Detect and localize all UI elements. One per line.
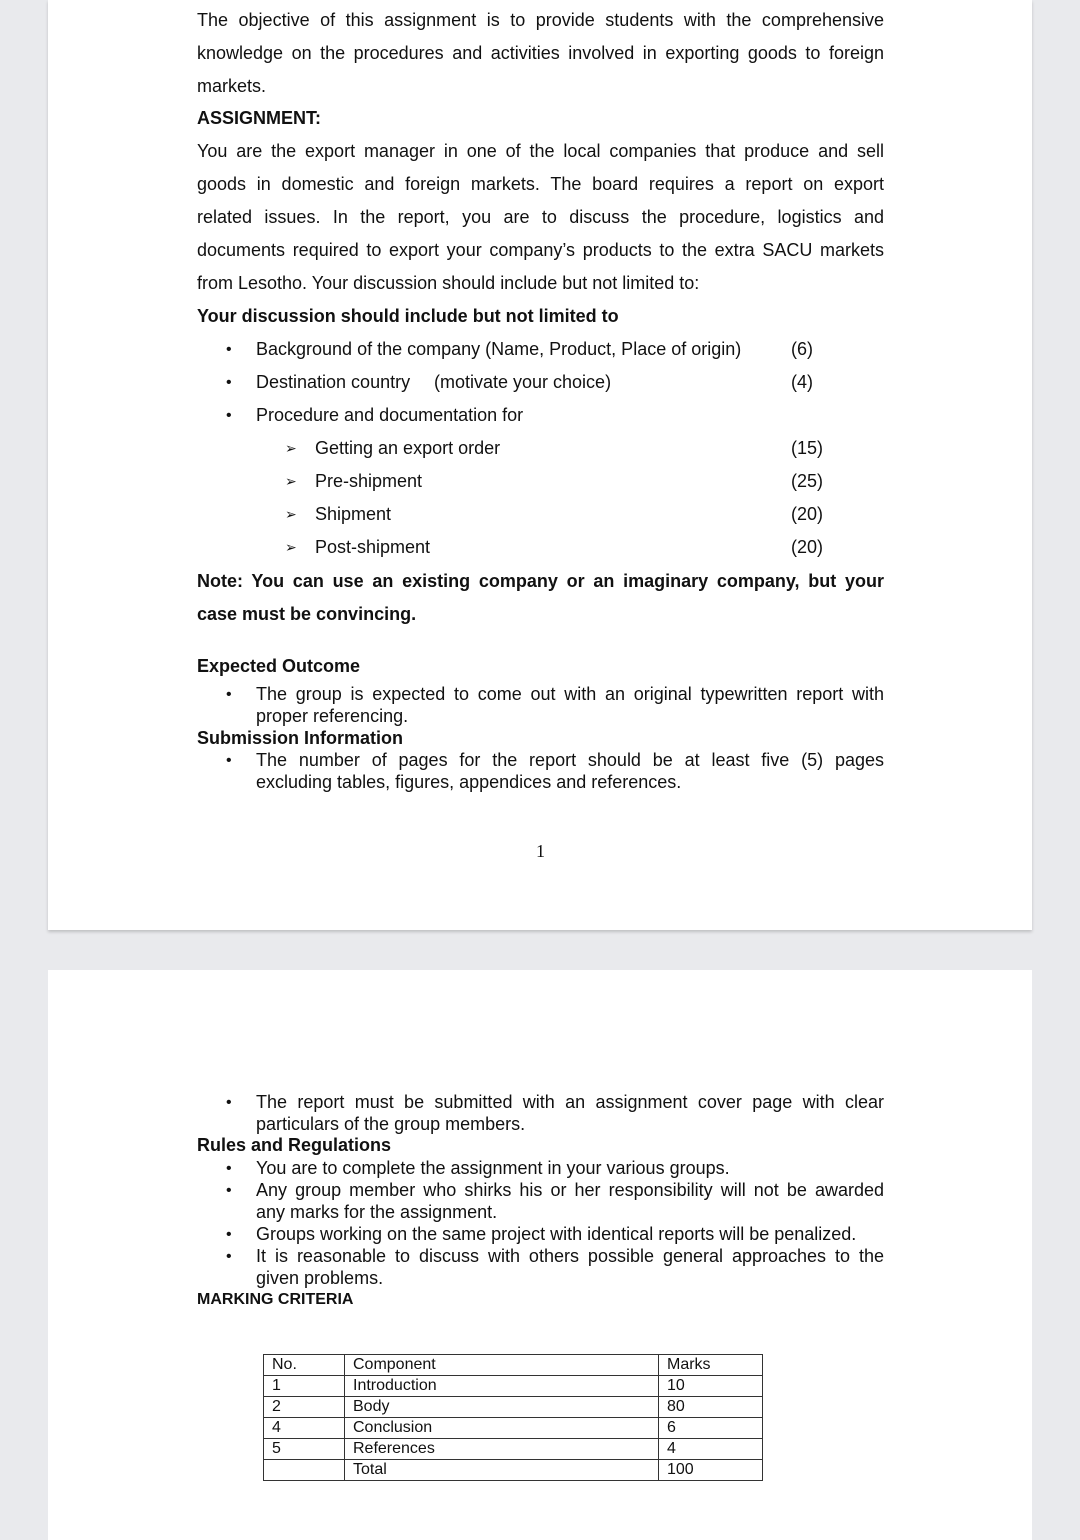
bullet-procedure: Procedure and documentation for <box>256 405 524 425</box>
table-row <box>264 1418 763 1439</box>
assignment-line-2: goods in domestic and foreign markets. The board requires a report on export <box>197 174 884 194</box>
marks-destination: (4) <box>791 372 813 392</box>
table-cell: 5 <box>264 1439 345 1460</box>
table-cell: 10 <box>659 1376 763 1397</box>
bullet-icon: • <box>226 374 232 391</box>
marking-criteria-table <box>263 1354 763 1481</box>
assignment-line-3: related issues. In the report, you are to discuss the procedure, logistics and <box>197 207 884 227</box>
assignment-line-5: from Lesotho. Your discussion should include but not limited to: <box>197 273 700 293</box>
submission-line-1: The number of pages for the report should be at least five (5) pages <box>256 750 884 770</box>
rule-4-line-2: given problems. <box>256 1268 384 1288</box>
table-cell: 100 <box>659 1460 763 1481</box>
bullet-icon: • <box>226 1226 232 1243</box>
table-row <box>264 1397 763 1418</box>
sub-item-shipment: Shipment <box>315 504 392 524</box>
rule-4-line-1: It is reasonable to discuss with others possible general approaches to the <box>256 1246 884 1266</box>
table-cell: Conclusion <box>345 1418 659 1439</box>
marks-background: (6) <box>791 339 813 359</box>
arrow-bullet-icon: ➢ <box>285 539 297 555</box>
bullet-destination-note: (motivate your choice) <box>434 372 612 392</box>
cover-line-1: The report must be submitted with an assignment cover page with clear <box>256 1092 884 1112</box>
table-cell: 2 <box>264 1397 345 1418</box>
sub-item-post-shipment: Post-shipment <box>315 537 431 557</box>
sub-item-pre-shipment: Pre-shipment <box>315 471 423 491</box>
bullet-icon: • <box>226 1094 232 1111</box>
rules-heading: Rules and Regulations <box>197 1135 392 1155</box>
table-cell: 80 <box>659 1397 763 1418</box>
arrow-bullet-icon: ➢ <box>285 440 297 456</box>
rule-1-line-1: You are to complete the assignment in your various groups. <box>256 1158 730 1178</box>
bullet-icon: • <box>226 407 232 424</box>
table-header-cell: Component <box>345 1355 659 1376</box>
marks-post-shipment: (20) <box>791 537 824 557</box>
table-cell: 6 <box>659 1418 763 1439</box>
table-cell: Total <box>345 1460 659 1481</box>
table-cell: References <box>345 1439 659 1460</box>
assignment-heading: ASSIGNMENT: <box>197 108 322 128</box>
table-cell: 4 <box>659 1439 763 1460</box>
assignment-line-1: You are the export manager in one of the local companies that produce and sell <box>197 141 884 161</box>
table-header-cell: Marks <box>659 1355 763 1376</box>
rule-2-line-2: any marks for the assignment. <box>256 1202 498 1222</box>
table-cell: 1 <box>264 1376 345 1397</box>
bullet-icon: • <box>226 1248 232 1265</box>
page-number: 1 <box>536 841 545 861</box>
marks-pre-shipment: (25) <box>791 471 824 491</box>
intro-line-1: The objective of this assignment is to provide students with the comprehensive <box>197 10 884 30</box>
expected-heading: Expected Outcome <box>197 656 361 676</box>
table-header-row <box>264 1355 763 1376</box>
table-header-cell: No. <box>264 1355 345 1376</box>
expected-line-2: proper referencing. <box>256 706 409 726</box>
table-total-row <box>264 1460 763 1481</box>
table-cell: 4 <box>264 1418 345 1439</box>
rule-2-line-1: Any group member who shirks his or her responsibility will not be awarded <box>256 1180 884 1200</box>
assignment-line-4: documents required to export your company’s products to the extra SACU markets <box>197 240 884 260</box>
arrow-bullet-icon: ➢ <box>285 473 297 489</box>
submission-line-2: excluding tables, figures, appendices and references. <box>256 772 682 792</box>
cover-line-2: particulars of the group members. <box>256 1114 526 1134</box>
marking-heading: MARKING CRITERIA <box>197 1291 354 1308</box>
table-row <box>264 1376 763 1397</box>
submission-heading: Submission Information <box>197 728 404 748</box>
marks-export-order: (15) <box>791 438 824 458</box>
table-cell: Introduction <box>345 1376 659 1397</box>
sub-item-export-order: Getting an export order <box>315 438 501 458</box>
arrow-bullet-icon: ➢ <box>285 506 297 522</box>
marks-shipment: (20) <box>791 504 824 524</box>
bullet-icon: • <box>226 752 232 769</box>
discussion-heading: Your discussion should include but not limited to <box>197 306 619 326</box>
bullet-background: Background of the company (Name, Product, Place of origin) <box>256 339 742 359</box>
bullet-icon: • <box>226 686 232 703</box>
table-cell: Body <box>345 1397 659 1418</box>
note-line-1: Note: You can use an existing company or an imaginary company, but your <box>197 571 884 591</box>
expected-line-1: The group is expected to come out with an original typewritten report with <box>256 684 884 704</box>
intro-line-3: markets. <box>197 76 267 96</box>
table-row <box>264 1439 763 1460</box>
table-cell <box>264 1460 345 1481</box>
bullet-destination: Destination country <box>256 372 411 392</box>
bullet-icon: • <box>226 1160 232 1177</box>
document-page-2 <box>48 970 1032 1540</box>
bullet-icon: • <box>226 1182 232 1199</box>
note-line-2: case must be convincing. <box>197 604 417 624</box>
intro-line-2: knowledge on the procedures and activities involved in exporting goods to foreign <box>197 43 884 63</box>
bullet-icon: • <box>226 341 232 358</box>
rule-3-line-1: Groups working on the same project with identical reports will be penalized. <box>256 1224 857 1244</box>
document-page-1 <box>48 0 1032 930</box>
